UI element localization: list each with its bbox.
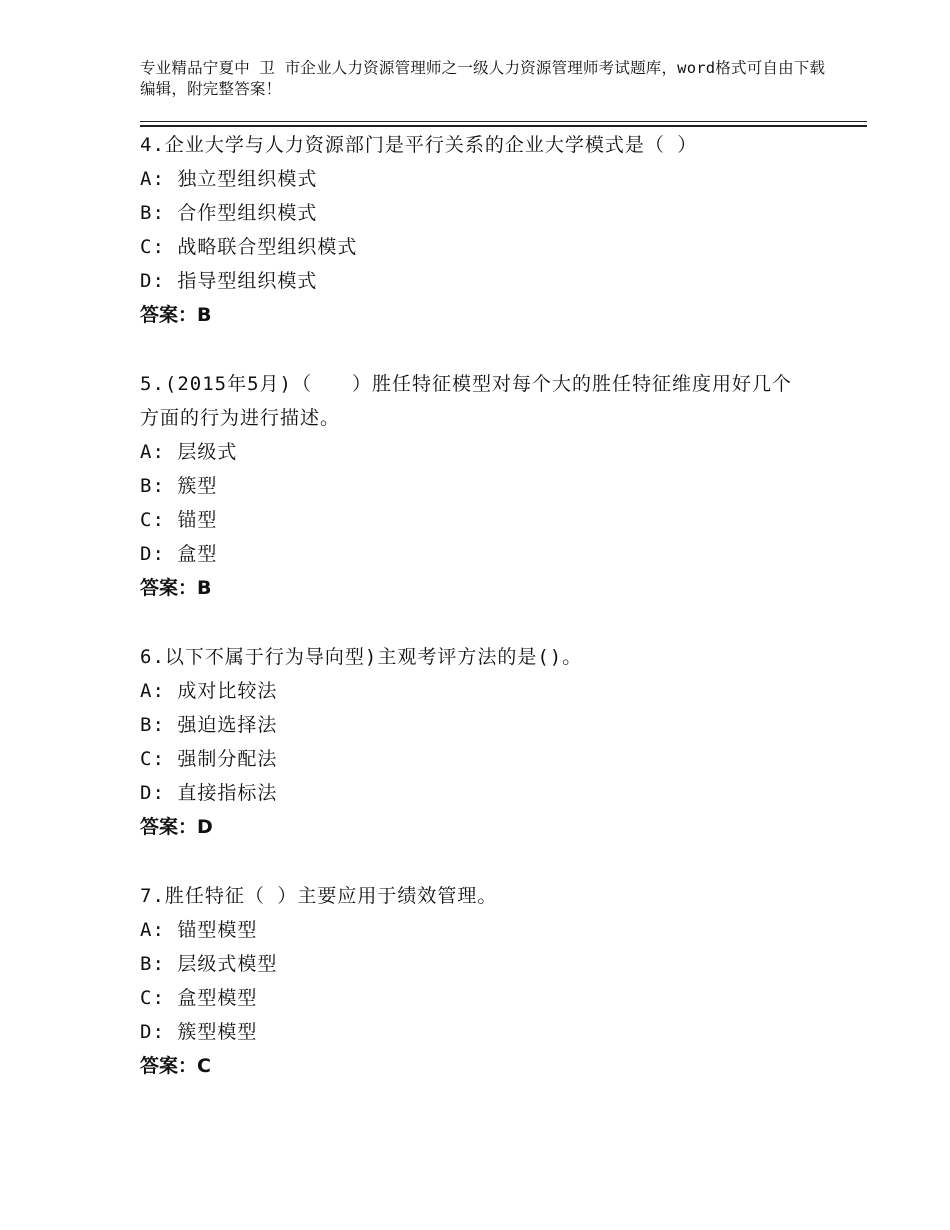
header-divider-thick [140, 125, 867, 127]
answer-line [140, 298, 860, 332]
option-c: C: 锚型 [140, 509, 218, 531]
option-d: D: 指导型组织模式 [140, 270, 318, 292]
question-list [140, 128, 860, 1083]
option-d: D: 直接指标法 [140, 782, 278, 804]
answer-value: B [197, 577, 212, 599]
answer-line [140, 1049, 860, 1083]
answer-line [140, 810, 860, 844]
option-c: C: 战略联合型组织模式 [140, 236, 358, 258]
answer-label: 答案： [140, 816, 198, 838]
option-c: C: 盒型模型 [140, 987, 258, 1009]
header-divider [140, 121, 867, 122]
answer-label: 答案： [140, 304, 198, 326]
question-stem: 6.以下不属于行为导向型)主观考评方法的是()。 [140, 646, 583, 668]
question-spacer [140, 605, 860, 640]
option-a: A: 独立型组织模式 [140, 168, 318, 190]
option-b: B: 簇型 [140, 475, 218, 497]
answer-label: 答案： [140, 1055, 198, 1077]
question-spacer [140, 844, 860, 879]
option-a: A: 成对比较法 [140, 680, 278, 702]
option-a: A: 层级式 [140, 441, 238, 463]
question-stem: 7.胜任特征（ ）主要应用于绩效管理。 [140, 885, 498, 907]
question-5 [140, 367, 860, 605]
answer-label: 答案： [140, 577, 198, 599]
question-stem: 5.(2015年5月)（ ）胜任特征模型对每个大的胜任特征维度用好几个方面的行为进行描述。 [140, 373, 792, 429]
option-d: D: 簇型模型 [140, 1021, 258, 1043]
option-b: B: 强迫选择法 [140, 714, 278, 736]
option-b: B: 合作型组织模式 [140, 202, 318, 224]
answer-value: B [197, 304, 212, 326]
question-7 [140, 879, 860, 1083]
option-d: D: 盒型 [140, 543, 218, 565]
answer-line [140, 571, 860, 605]
option-c: C: 强制分配法 [140, 748, 278, 770]
document-header: 专业精品宁夏中 卫 市企业人力资源管理师之一级人力资源管理师考试题库，word格式可自由下载编辑，附完整答案！ [140, 59, 826, 98]
question-stem: 4.企业大学与人力资源部门是平行关系的企业大学模式是（ ） [140, 134, 698, 156]
question-6 [140, 640, 860, 844]
option-b: B: 层级式模型 [140, 953, 278, 975]
answer-value: D [197, 816, 213, 838]
answer-value: C [197, 1055, 211, 1077]
question-4 [140, 128, 860, 332]
question-spacer [140, 332, 860, 367]
option-a: A: 锚型模型 [140, 919, 258, 941]
